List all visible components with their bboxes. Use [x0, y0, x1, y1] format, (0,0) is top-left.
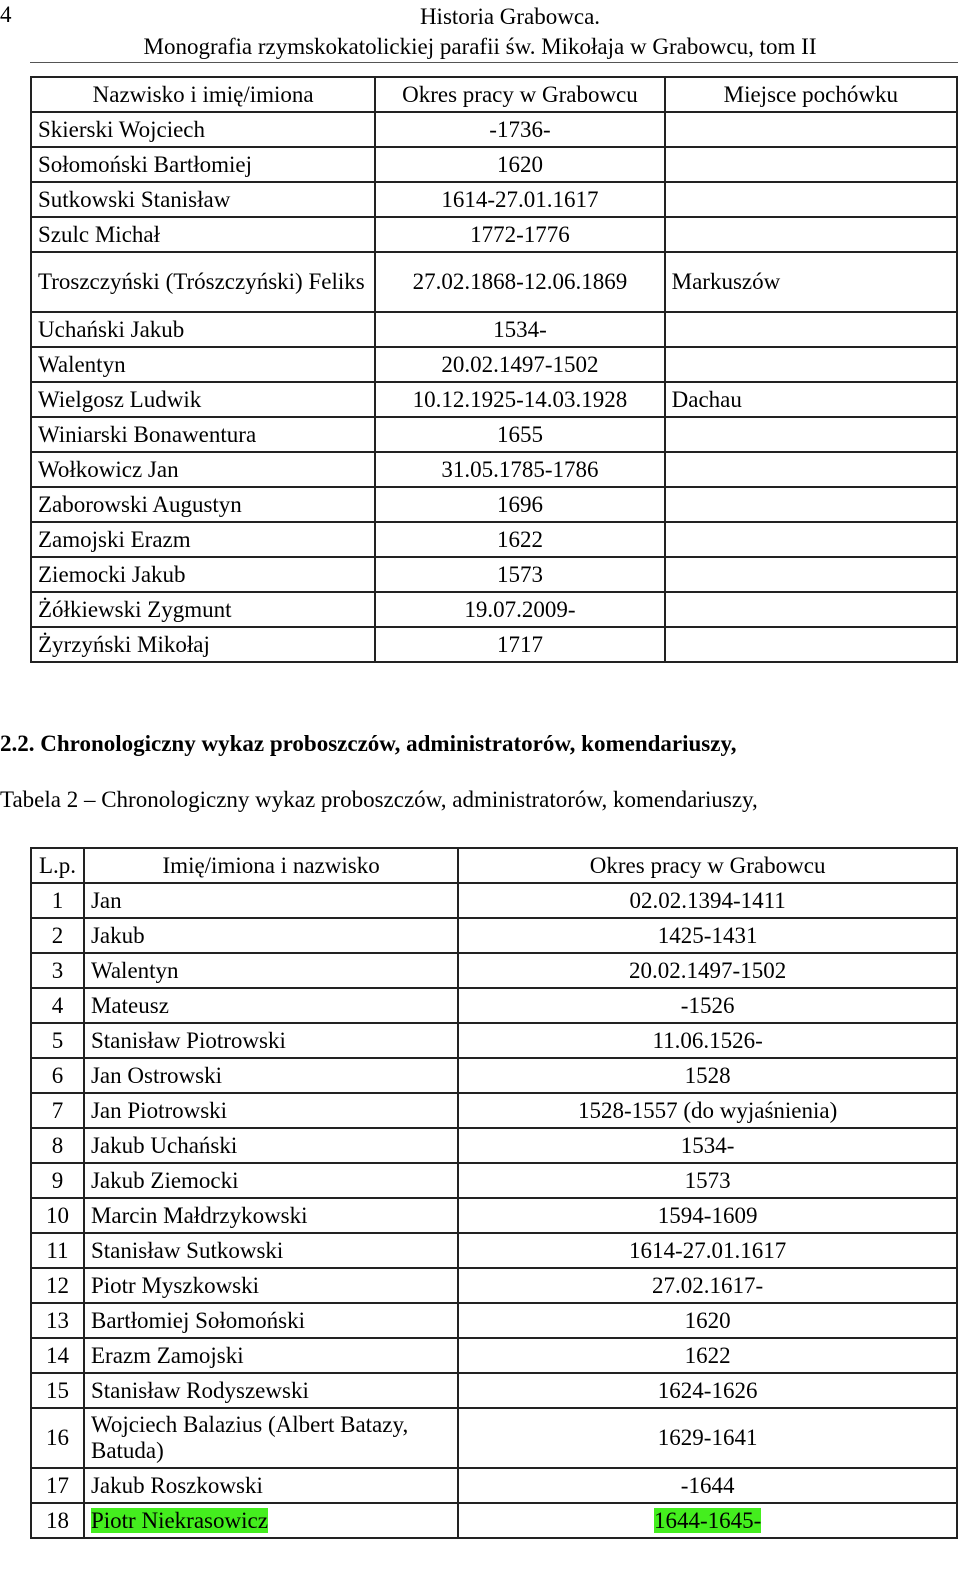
- table-row: [31, 557, 957, 592]
- table-row: [31, 592, 957, 627]
- number-cell: 17: [31, 1468, 84, 1503]
- name-cell: Marcin Małdrzykowski: [84, 1198, 458, 1233]
- name-cell: Mateusz: [84, 988, 458, 1023]
- period-cell: 27.02.1868-12.06.1869: [375, 252, 664, 312]
- name-cell: Bartłomiej Sołomoński: [84, 1303, 458, 1338]
- name-cell: Jakub Roszkowski: [84, 1468, 458, 1503]
- burial-cell: [665, 312, 957, 347]
- period-cell: 1573: [458, 1163, 957, 1198]
- burial-cell: [665, 452, 957, 487]
- period-cell: 1614-27.01.1617: [375, 182, 664, 217]
- burial-cell: [665, 627, 957, 662]
- name-cell: Jakub Ziemocki: [84, 1163, 458, 1198]
- table-row: [31, 1093, 957, 1128]
- burial-cell: Dachau: [665, 382, 957, 417]
- table-row: [31, 147, 957, 182]
- name-cell: Żyrzyński Mikołaj: [31, 627, 375, 662]
- burial-cell: [665, 347, 957, 382]
- table-row: [31, 1198, 957, 1233]
- highlighted-text: 1644-1645-: [653, 1507, 762, 1533]
- header-rule: [30, 62, 958, 63]
- highlighted-text: Piotr Niekrasowicz: [90, 1507, 268, 1533]
- burial-cell: [665, 112, 957, 147]
- table-priests-chronological: [30, 847, 958, 1539]
- number-cell: 5: [31, 1023, 84, 1058]
- number-cell: 18: [31, 1503, 84, 1538]
- burial-cell: [665, 557, 957, 592]
- burial-cell: [665, 417, 957, 452]
- table-row: [31, 417, 957, 452]
- name-cell: Wielgosz Ludwik: [31, 382, 375, 417]
- table-row: [31, 1373, 957, 1408]
- period-cell: 1622: [375, 522, 664, 557]
- table-row-highlighted: [31, 1503, 957, 1538]
- column-header: L.p.: [31, 848, 84, 883]
- burial-cell: Markuszów: [665, 252, 957, 312]
- table-row: [31, 347, 957, 382]
- table-row: [31, 1058, 957, 1093]
- number-cell: 9: [31, 1163, 84, 1198]
- burial-cell: [665, 217, 957, 252]
- name-cell: Sołomoński Bartłomiej: [31, 147, 375, 182]
- name-cell: Skierski Wojciech: [31, 112, 375, 147]
- burial-cell: [665, 522, 957, 557]
- table-row: [31, 627, 957, 662]
- name-cell: Wojciech Balazius (Albert Batazy, Batuda): [84, 1408, 458, 1468]
- period-cell: 1534-: [375, 312, 664, 347]
- period-cell: -1644: [458, 1468, 957, 1503]
- table-row: [31, 182, 957, 217]
- period-cell: 1696: [375, 487, 664, 522]
- name-cell: Zaborowski Augustyn: [31, 487, 375, 522]
- period-cell: [458, 1503, 957, 1538]
- table-row: [31, 487, 957, 522]
- burial-cell: [665, 182, 957, 217]
- period-cell: 27.02.1617-: [458, 1268, 957, 1303]
- period-cell: 19.07.2009-: [375, 592, 664, 627]
- table-caption: Tabela 2 – Chronologiczny wykaz proboszczów, administratorów, komendariuszy,: [0, 787, 758, 812]
- number-cell: 12: [31, 1268, 84, 1303]
- period-cell: 1528-1557 (do wyjaśnienia): [458, 1093, 957, 1128]
- number-cell: 13: [31, 1303, 84, 1338]
- name-cell: Ziemocki Jakub: [31, 557, 375, 592]
- name-cell: Walentyn: [84, 953, 458, 988]
- name-cell: Zamojski Erazm: [31, 522, 375, 557]
- table-header-row: [31, 77, 957, 112]
- period-cell: 1534-: [458, 1128, 957, 1163]
- number-cell: 3: [31, 953, 84, 988]
- header-title: Historia Grabowca.: [419, 4, 601, 29]
- period-cell: 11.06.1526-: [458, 1023, 957, 1058]
- burial-cell: [665, 487, 957, 522]
- number-cell: 7: [31, 1093, 84, 1128]
- table-row: [31, 382, 957, 417]
- table-row: [31, 1163, 957, 1198]
- name-cell: Stanisław Piotrowski: [84, 1023, 458, 1058]
- table-header-row: [31, 848, 957, 883]
- name-cell: Stanisław Sutkowski: [84, 1233, 458, 1268]
- table-row: [31, 1128, 957, 1163]
- number-cell: 4: [31, 988, 84, 1023]
- section-heading: 2.2. Chronologiczny wykaz proboszczów, administratorów, komendariuszy,: [0, 731, 737, 756]
- period-cell: 10.12.1925-14.03.1928: [375, 382, 664, 417]
- table-row: [31, 1233, 957, 1268]
- number-cell: 11: [31, 1233, 84, 1268]
- name-cell: Piotr Myszkowski: [84, 1268, 458, 1303]
- burial-cell: [665, 592, 957, 627]
- number-cell: 6: [31, 1058, 84, 1093]
- name-cell: Jan Ostrowski: [84, 1058, 458, 1093]
- table-row: [31, 1468, 957, 1503]
- table-row: [31, 312, 957, 347]
- table-row: [31, 252, 957, 312]
- number-cell: 10: [31, 1198, 84, 1233]
- name-cell: Winiarski Bonawentura: [31, 417, 375, 452]
- table-row: [31, 1023, 957, 1058]
- name-cell: Jakub: [84, 918, 458, 953]
- number-cell: 2: [31, 918, 84, 953]
- period-cell: 02.02.1394-1411: [458, 883, 957, 918]
- table-priests-alphabetical: [30, 76, 958, 663]
- number-cell: 1: [31, 883, 84, 918]
- table-row: [31, 522, 957, 557]
- column-header: Imię/imiona i nazwisko: [84, 848, 458, 883]
- name-cell: Wołkowicz Jan: [31, 452, 375, 487]
- period-cell: 1622: [458, 1338, 957, 1373]
- period-cell: 1425-1431: [458, 918, 957, 953]
- number-cell: 16: [31, 1408, 84, 1468]
- number-cell: 15: [31, 1373, 84, 1408]
- period-cell: 31.05.1785-1786: [375, 452, 664, 487]
- table-row: [31, 953, 957, 988]
- period-cell: 20.02.1497-1502: [458, 953, 957, 988]
- period-cell: 1717: [375, 627, 664, 662]
- table-row: [31, 1268, 957, 1303]
- name-cell: Troszczyński (Trószczyński) Feliks: [31, 252, 375, 312]
- name-cell: Sutkowski Stanisław: [31, 182, 375, 217]
- period-cell: 1655: [375, 417, 664, 452]
- table-row: [31, 1408, 957, 1468]
- table-row: [31, 112, 957, 147]
- period-cell: 1528: [458, 1058, 957, 1093]
- name-cell: Walentyn: [31, 347, 375, 382]
- period-cell: 1624-1626: [458, 1373, 957, 1408]
- burial-cell: [665, 147, 957, 182]
- period-cell: -1526: [458, 988, 957, 1023]
- table-row: [31, 217, 957, 252]
- period-cell: 1620: [458, 1303, 957, 1338]
- period-cell: 1772-1776: [375, 217, 664, 252]
- period-cell: -1736-: [375, 112, 664, 147]
- period-cell: 1573: [375, 557, 664, 592]
- name-cell: Jan Piotrowski: [84, 1093, 458, 1128]
- column-header: Okres pracy w Grabowcu: [458, 848, 957, 883]
- table-row: [31, 452, 957, 487]
- name-cell: Erazm Zamojski: [84, 1338, 458, 1373]
- period-cell: 1614-27.01.1617: [458, 1233, 957, 1268]
- name-cell: Jakub Uchański: [84, 1128, 458, 1163]
- table-row: [31, 988, 957, 1023]
- header-subtitle: Monografia rzymskokatolickiej parafii św. Mikołaja w Grabowcu, tom II: [143, 34, 817, 59]
- running-header: [0, 2, 960, 62]
- table-row: [31, 918, 957, 953]
- table-row: [31, 883, 957, 918]
- column-header: Miejsce pochówku: [665, 77, 957, 112]
- number-cell: 8: [31, 1128, 84, 1163]
- period-cell: 1629-1641: [458, 1408, 957, 1468]
- period-cell: 20.02.1497-1502: [375, 347, 664, 382]
- name-cell: Żółkiewski Zygmunt: [31, 592, 375, 627]
- table-row: [31, 1303, 957, 1338]
- name-cell: [84, 1503, 458, 1538]
- name-cell: Stanisław Rodyszewski: [84, 1373, 458, 1408]
- column-header: Nazwisko i imię/imiona: [31, 77, 375, 112]
- column-header: Okres pracy w Grabowcu: [375, 77, 664, 112]
- table-row: [31, 1338, 957, 1373]
- name-cell: Jan: [84, 883, 458, 918]
- number-cell: 14: [31, 1338, 84, 1373]
- page-number: 4: [0, 2, 12, 27]
- period-cell: 1620: [375, 147, 664, 182]
- period-cell: 1594-1609: [458, 1198, 957, 1233]
- name-cell: Uchański Jakub: [31, 312, 375, 347]
- name-cell: Szulc Michał: [31, 217, 375, 252]
